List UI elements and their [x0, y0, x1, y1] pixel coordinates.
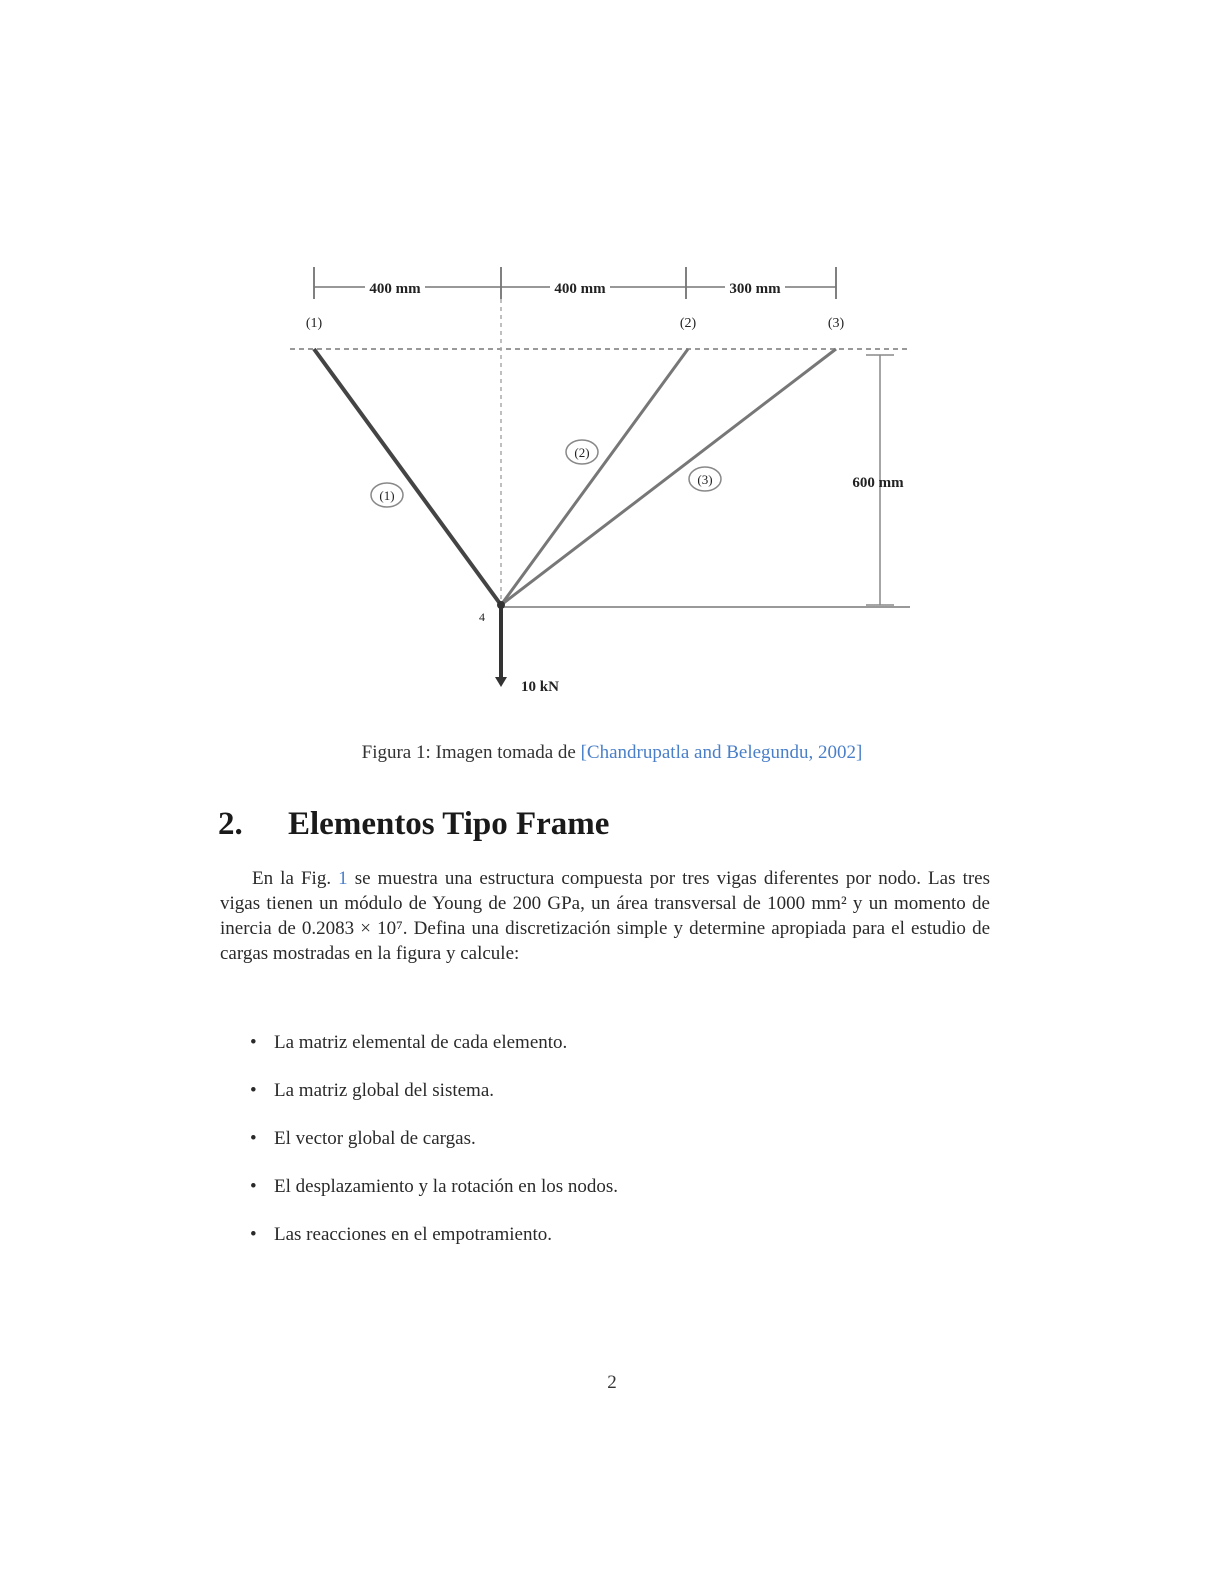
bullet-icon: •: [250, 1032, 257, 1053]
dimension-label-top-right: 300 mm: [729, 281, 781, 297]
bullet-icon: •: [250, 1176, 257, 1197]
support-label-a: (1): [305, 316, 323, 331]
list-item-text: Las reacciones en el empotramiento.: [274, 1224, 553, 1245]
paragraph-text-rest: se muestra una estructura compuesta por tres vigas diferentes por nodo. Las tres vigas tienen un módulo de Young de 200 GPa, un área transversal de 1000 mm² y un momento de inercia de 0.2083 × 10⁷. Defina una discretización simple y determine apropiada para el estudio de cargas mostradas en la figura y calcule:: [220, 868, 991, 964]
list-item-text: La matriz global del sistema.: [274, 1080, 495, 1101]
element-label-3: (3): [697, 472, 713, 487]
section-heading: [218, 806, 609, 843]
truss-figure: [270, 255, 930, 705]
caption-reference-link[interactable]: [Chandrupatla and Belegundu, 2002]: [580, 742, 863, 763]
list-item-text: El desplazamiento y la rotación en los nodos.: [274, 1176, 619, 1197]
dimension-label-vertical: 600 mm: [852, 475, 904, 491]
caption-prefix: Figura 1: Imagen tomada de: [361, 742, 581, 763]
page-number: 2: [607, 1372, 617, 1393]
free-node-label: 4: [479, 610, 485, 624]
bullet-icon: •: [250, 1080, 257, 1101]
list-item: [250, 1174, 618, 1222]
member-3: [501, 349, 836, 605]
element-label-2: (2): [574, 445, 590, 460]
dimension-label-top-middle: 400 mm: [554, 281, 606, 297]
bullet-icon: •: [250, 1128, 257, 1149]
load-label: 10 kN: [521, 679, 559, 695]
figure-reference-link[interactable]: 1: [338, 868, 348, 889]
list-item-text: La matriz elemental de cada elemento.: [274, 1032, 568, 1053]
section-title: Elementos Tipo Frame: [288, 806, 610, 842]
list-item: [250, 1030, 618, 1078]
element-label-1: (1): [379, 488, 395, 503]
list-item: [250, 1126, 618, 1174]
dimension-label-top-left: 400 mm: [369, 281, 421, 297]
list-item-text: El vector global de cargas.: [274, 1128, 476, 1149]
member-1: [314, 349, 501, 605]
figure-caption: [0, 742, 1224, 764]
section-number: 2.: [218, 806, 243, 842]
member-2: [501, 349, 688, 605]
list-item: [250, 1078, 618, 1126]
support-label-c: (3): [827, 316, 845, 331]
list-item: [250, 1222, 618, 1270]
paragraph-text-start: En la Fig.: [252, 868, 339, 889]
task-list: [250, 1030, 618, 1270]
body-paragraph: [220, 866, 990, 966]
bullet-icon: •: [250, 1224, 257, 1245]
support-label-b: (2): [679, 316, 697, 331]
